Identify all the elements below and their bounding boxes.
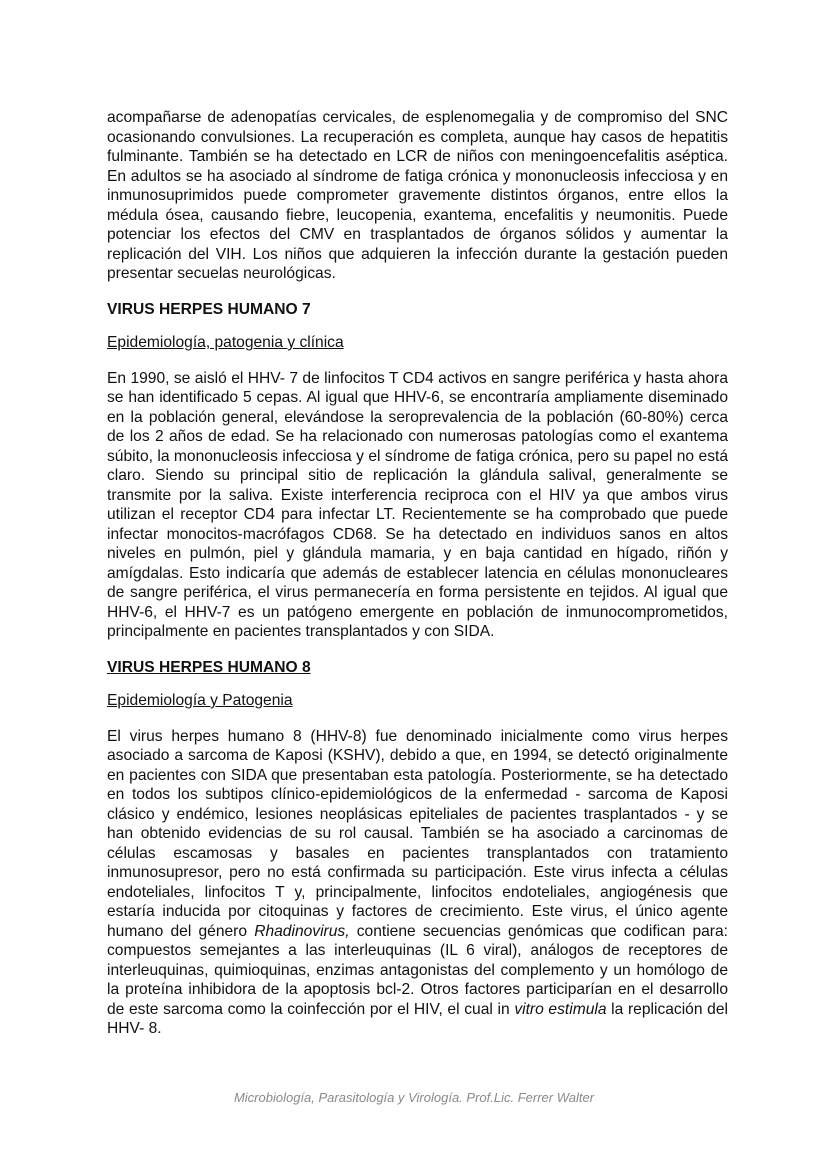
- spacer: [107, 677, 728, 691]
- spacer: [107, 319, 728, 333]
- intro-paragraph: acompañarse de adenopatías cervicales, de esplenomegalia y de compromiso del SNC ocasionando convulsiones. La recuperación es completa, aunque hay casos de hepatitis fulminante. También se ha detectado en LCR de niños con meningoencefalitis aséptica. En adultos se ha asociado al síndrome de fatiga crónica y mononucleosis infecciosa y en inmunosuprimidos puede comprometer gravemente distintos órganos, entre ellos la médula ósea, causando fiebre, leucopenia, exantema, encefalitis y neumonitis. Puede potenciar los efectos del CMV en trasplantados de órganos sólidos y aumentar la replicación del VIH. Los niños que adquieren la infección durante la gestación pueden presentar secuelas neurológicas.: [107, 109, 728, 282]
- spacer: [107, 353, 728, 369]
- section-7-subtitle: Epidemiología, patogenia y clínica: [107, 334, 344, 351]
- section-8-body-part-2: contiene secuencias genómicas que codifican para: compuestos semejantes a las interleuquinas (IL 6 viral), análogos de receptores de interleuquinas, quimioquinas, enzimas antagonistas del complemento y un homólogo de la proteína inhibidora de la apoptosis bcl-2. Otros factores participarían en el desarrollo de este sarcoma como la coinfección por el HIV, el cual in: [107, 922, 729, 1018]
- spacer: [107, 642, 728, 658]
- page-footer: Microbiología, Parasitología y Virología. Prof.Lic. Ferrer Walter: [233, 1090, 595, 1105]
- section-8-body: [107, 727, 728, 1039]
- spacer: [107, 284, 728, 300]
- section-8-body-part-1: El virus herpes humano 8 (HHV-8) fue denominado inicialmente como virus herpes asociado a sarcoma de Kaposi (KSHV), debido a que, en 1994, se detectó originalmente en pacientes con SIDA que presentaban esta patología. Posteriormente, se ha detectado en todos los subtipos clínico-epidemiológicos de la enfermedad - sarcoma de Kaposi clásico y endémico, lesiones neoplásicas epiteliales de pacientes trasplantados - y se han obtenido evidencias de su rol causal. También se ha asociado a carcinomas de células escamosas y basales en pacientes transplantados con tratamiento inmunosupresor, pero no está confirmada su participación. Este virus infecta a células endoteliales, linfocitos T y, principalmente, linfocitos endoteliales, angiogénesis que estaría inducida por citoquinas y factores de crecimiento. Este virus, el único agente humano del género: [107, 727, 728, 940]
- section-8-body-part-3: la replicación del HHV- 8.: [107, 1000, 728, 1037]
- genus-name: Rhadinovirus,: [254, 922, 350, 940]
- section-8-title: VIRUS HERPES HUMANO 8: [107, 658, 311, 676]
- spacer: [107, 711, 728, 727]
- document-page: [107, 108, 728, 1039]
- section-7-body: En 1990, se aisló el HHV- 7 de linfocitos T CD4 activos en sangre periférica y hasta ahora se han identificado 5 cepas. Al igual que HHV-6, se encontraría ampliamente diseminado en la población general, elevándose la seroprevalencia de la población (60-80%) cerca de los 2 años de edad. Se ha relacionado con numerosas patologías como el exantema súbito, la mononucleosis infecciosa y el síndrome de fatiga crónica, pero su papel no está claro. Siendo su principal sitio de replicación la glándula salival, generalmente se transmite por la saliva. Existe interferencia reciproca con el HIV ya que ambos virus utilizan el receptor CD4 para infectar LT. Recientemente se ha comprobado que puede infectar monocitos-macrófagos CD68. Se ha detectado en individuos sanos en altos niveles en pulmón, piel y glándula mamaria, y en baja cantidad en hígado, riñón y amígdalas. Esto indicaría que además de establecer latencia en células mononucleares de sangre periférica, el virus permanecería en forma persistente en tejidos. Al igual que HHV-6, el HHV-7 es un patógeno emergente en población de inmunocomprometidos, principalmente en pacientes transplantados y con SIDA.: [107, 369, 728, 640]
- vitro-phrase: vitro estimula: [514, 1000, 607, 1018]
- section-8-subtitle: Epidemiología y Patogenia: [107, 692, 293, 709]
- section-7-title: VIRUS HERPES HUMANO 7: [107, 300, 311, 318]
